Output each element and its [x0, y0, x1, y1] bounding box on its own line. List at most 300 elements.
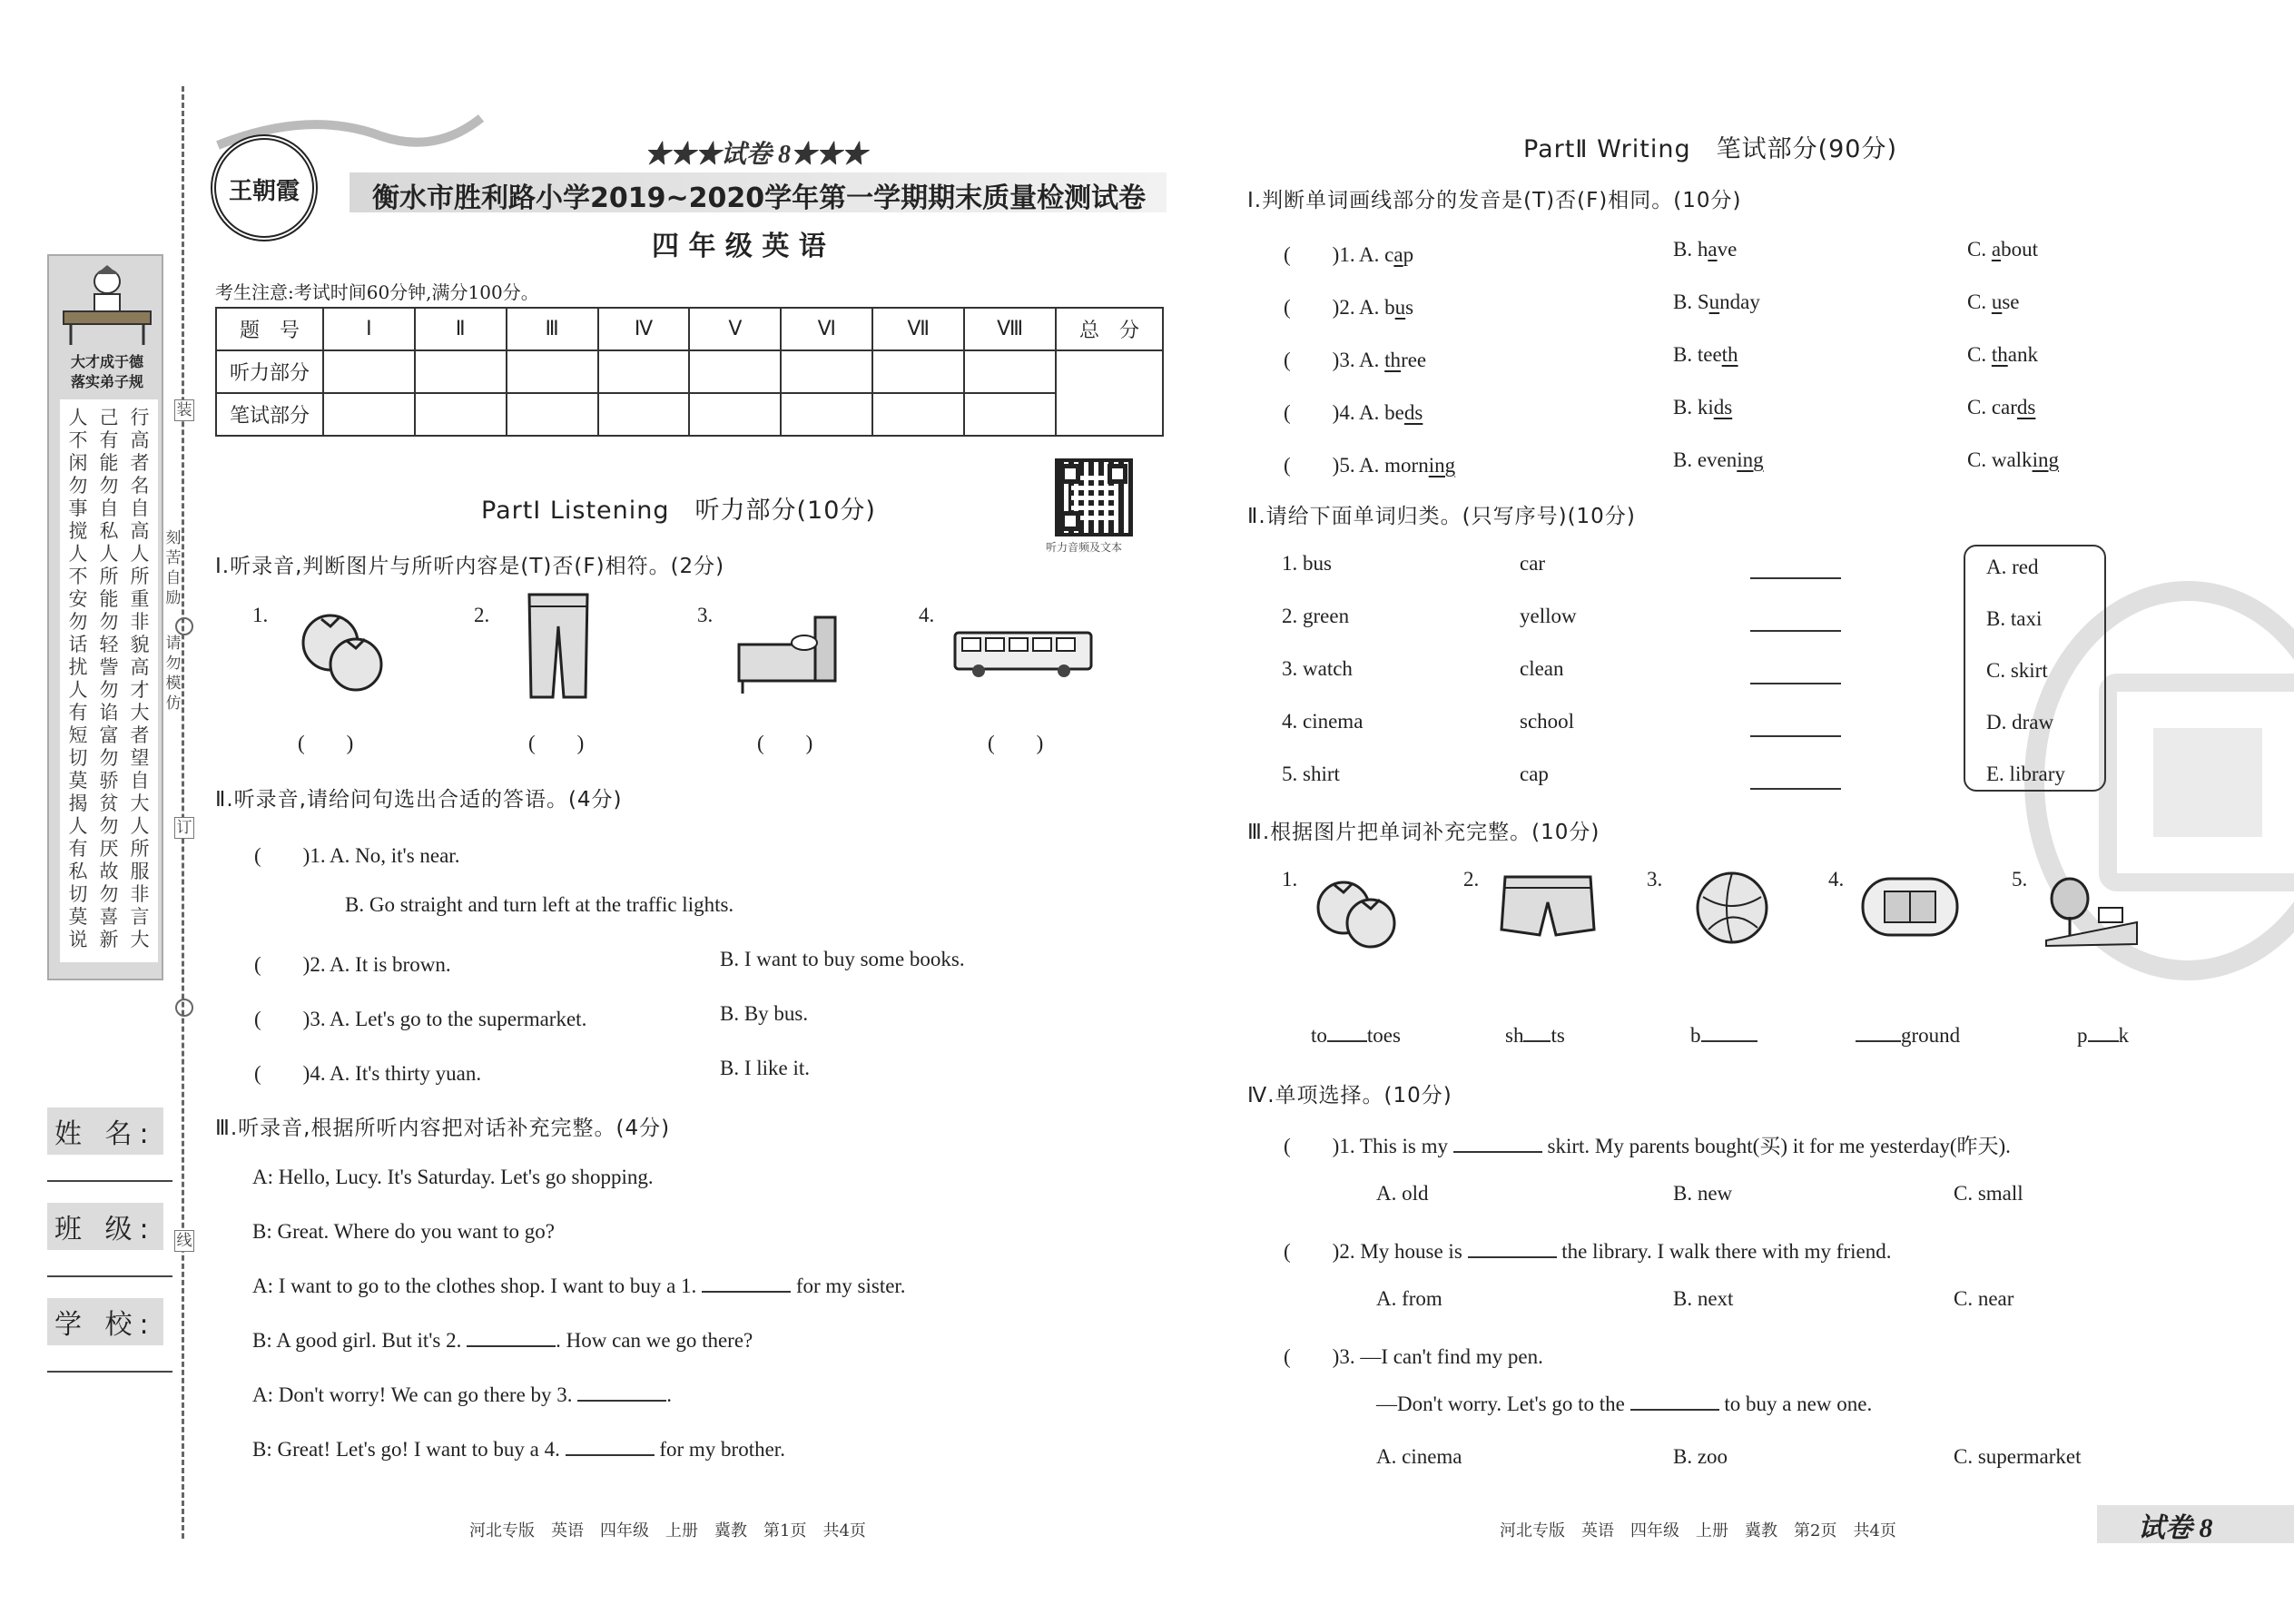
proverb-char: 安 — [68, 588, 88, 610]
word-part: sh — [1505, 1024, 1524, 1047]
corner-tag: 试卷 8 — [2138, 1513, 2213, 1543]
proverb-char: 贫 — [99, 792, 119, 814]
choice-question-3-reply — [1376, 1393, 1872, 1416]
word-part: ( )1. A. — [1284, 243, 1380, 266]
tomatoes-icon — [292, 599, 392, 699]
choice-option[interactable]: B. new — [1673, 1182, 1733, 1205]
word-part: c — [1384, 243, 1394, 266]
proverb-char: 才 — [130, 679, 150, 701]
total-score-cell[interactable] — [1056, 350, 1163, 436]
pronunciation-option-a[interactable] — [1284, 343, 1426, 373]
brand-badge — [211, 134, 318, 241]
classify-word-2: yellow — [1520, 605, 1577, 627]
ball-icon — [1694, 870, 1770, 946]
underlined-letters: th — [1721, 343, 1738, 366]
motto-line-1: 大才成于德 — [70, 353, 143, 370]
classify-word-2: car — [1520, 552, 1546, 575]
paper-tag: ★★★试卷 8★★★ — [645, 141, 868, 169]
score-cell[interactable] — [689, 393, 781, 436]
question-text: ( )2. My house is — [1284, 1240, 1462, 1263]
choice-option[interactable]: C. near — [1954, 1287, 2014, 1310]
word-part: k — [2118, 1024, 2129, 1047]
underlined-letters: th — [1991, 343, 2008, 366]
classify-word-1: 5. shirt — [1282, 763, 1340, 785]
proverb-char: 闲 — [68, 452, 88, 474]
vertical-note-char: 励 — [165, 589, 182, 607]
writing-section-1-heading: Ⅰ.判断单词画线部分的发音是(T)否(F)相同。(10分) — [1247, 189, 1742, 212]
classify-word-1: 4. cinema — [1282, 710, 1364, 733]
proverb-char: 故 — [99, 861, 119, 882]
word-part: be — [1384, 401, 1404, 424]
listening-section-1-heading: Ⅰ.听录音,判断图片与所听内容是(T)否(F)相符。(2分) — [215, 555, 725, 578]
proverb-char: 谄 — [99, 702, 119, 723]
score-row-writing — [216, 393, 1163, 436]
score-table-header — [216, 308, 1163, 350]
score-cell[interactable] — [507, 393, 598, 436]
proverb-char: 勿 — [99, 475, 119, 497]
score-cell[interactable] — [781, 350, 872, 393]
dialog-text: for my sister. — [795, 1275, 906, 1297]
dialog-text: A: Don't worry! We can go there by 3. — [252, 1383, 573, 1406]
underlined-letters: ds — [1403, 401, 1423, 424]
proverb-char: 人 — [130, 543, 150, 565]
word-part: ( )5. A. — [1284, 454, 1380, 477]
word-part: ( )4. A. — [1284, 401, 1380, 424]
score-cell[interactable] — [964, 350, 1056, 393]
vertical-note-char: 自 — [165, 569, 182, 587]
classify-word-1: 1. bus — [1282, 552, 1332, 575]
shorts-icon — [1498, 871, 1598, 944]
word-part: B. even — [1673, 448, 1738, 471]
proverb-char: 扰 — [68, 656, 88, 678]
row-label-listening: 听力部分 — [216, 350, 323, 393]
score-cell[interactable] — [872, 393, 964, 436]
word-part: C. walk — [1967, 448, 2033, 471]
proverb-char: 所 — [130, 838, 150, 860]
classify-option: D. draw — [1986, 711, 2054, 733]
word-part: C. — [1967, 343, 1992, 366]
fill-word-4 — [1856, 1024, 1960, 1048]
proverb-char: 大 — [130, 929, 150, 950]
part2-title: PartⅡ Writing 笔试部分(90分) — [1523, 135, 1898, 163]
writing-section-2-heading: Ⅱ.请给下面单词归类。(只写序号)(10分) — [1247, 505, 1636, 528]
proverb-char: 勿 — [99, 883, 119, 905]
score-cell[interactable] — [323, 393, 415, 436]
word-part: nday — [1719, 290, 1760, 313]
proverb-char: 大 — [130, 792, 150, 814]
proverb-char: 莫 — [68, 906, 88, 928]
pronunciation-option-c[interactable] — [1967, 448, 2059, 472]
classify-answer-blank[interactable] — [1750, 788, 1841, 790]
fill-word-1 — [1311, 1024, 1401, 1048]
word-part: C. — [1967, 290, 1992, 313]
fill-word-2 — [1505, 1024, 1565, 1048]
score-table-header-cell: Ⅴ — [689, 308, 781, 350]
proverb-char: 有 — [99, 429, 119, 451]
proverb-char: 新 — [99, 929, 119, 950]
pronunciation-option-b[interactable] — [1673, 396, 1732, 419]
choice-option[interactable]: C. small — [1954, 1182, 2023, 1205]
underlined-letters: u — [1991, 290, 2003, 313]
classify-answer-blank[interactable] — [1750, 683, 1841, 684]
word-part: ( )3. A. — [1284, 349, 1380, 371]
letter-blank[interactable] — [1856, 1024, 1901, 1042]
proverb-char: 人 — [68, 815, 88, 837]
classify-option: A. red — [1986, 556, 2039, 578]
score-cell[interactable] — [872, 350, 964, 393]
question-2-option-a[interactable]: ( )2. A. It is brown. — [254, 953, 451, 976]
score-cell[interactable] — [323, 350, 415, 393]
score-cell[interactable] — [689, 350, 781, 393]
proverb-char: 勿 — [99, 815, 119, 837]
proverb-char: 私 — [99, 520, 119, 542]
proverb-char: 人 — [99, 543, 119, 565]
score-row-listening — [216, 350, 1163, 393]
score-cell[interactable] — [598, 350, 690, 393]
classify-word-2: school — [1520, 710, 1575, 733]
proverb-char: 行 — [130, 407, 150, 428]
word-part: ve — [1717, 238, 1738, 261]
proverb-char: 搅 — [68, 520, 88, 542]
question-1-option-a[interactable]: ( )1. A. No, it's near. — [254, 844, 460, 867]
proverb-char: 非 — [130, 611, 150, 633]
hole-icon — [175, 999, 193, 1017]
word-part: bout — [2001, 238, 2038, 261]
proverb-char: 重 — [130, 588, 150, 610]
choice-option[interactable]: C. supermarket — [1954, 1445, 2082, 1468]
underlined-letters: th — [1384, 349, 1402, 371]
proverb-char: 勿 — [99, 679, 119, 701]
proverb-char: 勿 — [99, 611, 119, 633]
score-cell[interactable] — [598, 393, 690, 436]
proverb-char: 人 — [68, 407, 88, 428]
score-table — [215, 307, 1164, 437]
classify-word-1: 2. green — [1282, 605, 1350, 627]
proverb-char: 说 — [68, 929, 88, 950]
writing-section-4-heading: Ⅳ.单项选择。(10分) — [1247, 1084, 1452, 1107]
pants-icon — [522, 590, 595, 704]
right-page-footer: 河北专版 英语 四年级 上册 冀教 第2页 共4页 — [1500, 1521, 1896, 1540]
choice-option[interactable]: B. zoo — [1673, 1445, 1728, 1468]
word-part: s — [1405, 296, 1414, 319]
score-table-header-cell: Ⅶ — [872, 308, 964, 350]
qr-code-icon[interactable] — [1055, 458, 1133, 536]
proverb-char: 者 — [130, 724, 150, 746]
word-part: p — [1403, 243, 1414, 266]
question-3-option-a[interactable]: ( )3. A. Let's go to the supermarket. — [254, 1008, 587, 1030]
binding-dashed-line — [182, 86, 184, 1539]
proverb-char: 自 — [130, 770, 150, 792]
pronunciation-option-a[interactable] — [1284, 238, 1413, 268]
hole-icon — [175, 617, 193, 635]
exam-notice: 考生注意:考试时间60分钟,满分100分。 — [215, 281, 539, 303]
proverb-char: 揭 — [68, 792, 88, 814]
qr-caption: 听力音频及文本 — [1046, 541, 1123, 554]
answer-paren[interactable]: ( ) — [757, 732, 813, 754]
underlined-letters: a — [1708, 238, 1718, 261]
pronunciation-option-b[interactable] — [1673, 448, 1764, 472]
score-cell[interactable] — [964, 393, 1056, 436]
score-cell[interactable] — [415, 393, 507, 436]
pronunciation-option-c[interactable] — [1967, 396, 2035, 419]
fill-word-3 — [1690, 1024, 1757, 1048]
proverb-char: 勿 — [99, 747, 119, 769]
word-part: B. tee — [1673, 343, 1722, 366]
score-table-header-cell: 题 号 — [216, 308, 323, 350]
score-table-header-cell: Ⅰ — [323, 308, 415, 350]
proverb-char: 所 — [130, 566, 150, 587]
letter-blank[interactable] — [2088, 1024, 2119, 1042]
cut-mark: 装 — [174, 399, 194, 421]
proverb-char: 事 — [68, 497, 88, 519]
pic-item-number: 2. — [474, 604, 490, 626]
vertical-note-char: 苦 — [165, 549, 182, 567]
class-label: 班 级: — [47, 1203, 163, 1250]
proverb-char: 人 — [68, 543, 88, 565]
pronunciation-option-a[interactable] — [1284, 396, 1423, 426]
question-3-option-b[interactable]: B. By bus. — [720, 1002, 809, 1025]
proverb-char: 望 — [130, 747, 150, 769]
question-4-option-a[interactable]: ( )4. A. It's thirty yuan. — [254, 1062, 482, 1085]
proverb-char: 短 — [68, 724, 88, 746]
question-1-option-b[interactable]: B. Go straight and turn left at the traffic lights. — [345, 893, 734, 916]
word-part: B. h — [1673, 238, 1708, 261]
choice-blank[interactable] — [1453, 1135, 1542, 1153]
proverb-char: 私 — [68, 861, 88, 882]
dialog-line-6 — [252, 1438, 785, 1462]
choice-question-1 — [1284, 1129, 2011, 1159]
proverb-column — [96, 407, 122, 951]
answer-paren[interactable]: ( ) — [988, 732, 1044, 754]
proverb-char: 名 — [130, 475, 150, 497]
choice-blank[interactable] — [1468, 1240, 1557, 1258]
question-4-option-b[interactable]: B. I like it. — [720, 1057, 811, 1079]
word-part: to — [1311, 1024, 1327, 1047]
choice-blank[interactable] — [1630, 1393, 1719, 1411]
word-part: morn — [1384, 454, 1429, 477]
vertical-note-char: 刻 — [165, 529, 182, 547]
proverb-block — [60, 399, 158, 962]
proverb-char: 话 — [68, 634, 88, 655]
underlined-letters: ing — [1428, 454, 1456, 477]
word-part: ts — [1551, 1024, 1565, 1047]
answer-paren[interactable]: ( ) — [528, 732, 585, 754]
choice-option[interactable]: A. cinema — [1376, 1445, 1462, 1468]
choice-option[interactable]: B. next — [1673, 1287, 1734, 1310]
pronunciation-option-b[interactable] — [1673, 238, 1737, 261]
letter-blank[interactable] — [1327, 1024, 1367, 1042]
score-table-header-cell: Ⅳ — [598, 308, 690, 350]
score-table-header-cell: 总 分 — [1056, 308, 1163, 350]
proverb-char: 訾 — [99, 656, 119, 678]
underlined-letters: a — [1991, 238, 2002, 261]
underlined-letters: a — [1393, 243, 1403, 266]
score-cell[interactable] — [415, 350, 507, 393]
letter-blank[interactable] — [1701, 1024, 1757, 1042]
pronunciation-option-c[interactable] — [1967, 238, 2038, 261]
score-table-header-cell: Ⅷ — [964, 308, 1056, 350]
pic-item-number: 1. — [1282, 868, 1298, 891]
classify-option: E. library — [1986, 763, 2065, 785]
dialog-line-1: A: Hello, Lucy. It's Saturday. Let's go shopping. — [252, 1166, 654, 1188]
school-field[interactable] — [47, 1371, 172, 1373]
vertical-note-char: 模 — [165, 674, 182, 693]
word-part: C. car — [1967, 396, 2017, 418]
school-label: 学 校: — [47, 1298, 163, 1345]
proverb-char: 人 — [68, 679, 88, 701]
proverb-char: 富 — [99, 724, 119, 746]
scholar-figure-icon — [51, 261, 160, 348]
proverb-char: 人 — [130, 815, 150, 837]
word-part: B. ki — [1673, 396, 1714, 418]
word-part: se — [2002, 290, 2020, 313]
proverb-char: 勿 — [68, 475, 88, 497]
question-text: skirt. My parents bought(买) it for me yesterday(昨天). — [1547, 1135, 2011, 1157]
classify-word-2: cap — [1520, 763, 1549, 785]
proverb-char: 高 — [130, 520, 150, 542]
tomatoes-icon — [1307, 867, 1407, 958]
choice-question-3: ( )3. —I can't find my pen. — [1284, 1345, 1543, 1368]
underlined-letters: ing — [1737, 448, 1764, 471]
park-icon — [2043, 871, 2141, 948]
answer-paren[interactable]: ( ) — [298, 732, 354, 754]
vertical-note-char: 请 — [165, 635, 182, 653]
cut-mark: 线 — [174, 1230, 194, 1252]
pronunciation-option-c[interactable] — [1967, 343, 2038, 367]
underlined-letters: ds — [2016, 396, 2036, 418]
pic-item-number: 3. — [1647, 868, 1663, 891]
choice-option[interactable]: A. old — [1376, 1182, 1429, 1205]
underlined-letters: u — [1394, 296, 1406, 319]
word-part: toes — [1366, 1024, 1401, 1047]
score-cell[interactable] — [507, 350, 598, 393]
proverb-char: 己 — [99, 407, 119, 428]
proverb-char: 不 — [68, 429, 88, 451]
word-part: ground — [1901, 1024, 1961, 1047]
score-table-header-cell: Ⅱ — [415, 308, 507, 350]
bed-icon — [733, 599, 842, 699]
classify-answer-blank[interactable] — [1750, 735, 1841, 737]
proverb-char: 厌 — [99, 838, 119, 860]
proverb-char: 能 — [99, 588, 119, 610]
proverb-char: 自 — [130, 497, 150, 519]
proverb-char: 服 — [130, 861, 150, 882]
pronunciation-option-b[interactable] — [1673, 343, 1738, 367]
proverb-char: 莫 — [68, 770, 88, 792]
proverb-char: 勿 — [68, 611, 88, 633]
proverb-char: 有 — [68, 702, 88, 723]
pic-item-number: 2. — [1463, 868, 1480, 891]
motto-line-2: 落实弟子规 — [70, 373, 143, 390]
score-table-header-cell: Ⅵ — [781, 308, 872, 350]
pic-item-number: 4. — [1828, 868, 1845, 891]
proverb-char: 不 — [68, 566, 88, 587]
row-label-writing: 笔试部分 — [216, 393, 323, 436]
question-text: —Don't worry. Let's go to the — [1376, 1393, 1625, 1415]
letter-blank[interactable] — [1523, 1024, 1551, 1042]
dialog-text: . How can we go there? — [556, 1329, 753, 1352]
brand-name: 王朝霞 — [228, 178, 300, 205]
underlined-letters: ing — [2032, 448, 2059, 471]
word-part: b — [1690, 1024, 1701, 1047]
score-cell[interactable] — [781, 393, 872, 436]
proverb-char: 貌 — [130, 634, 150, 655]
pic-item-number: 5. — [2012, 868, 2028, 891]
proverb-char: 能 — [99, 452, 119, 474]
fill-blank-4[interactable] — [566, 1438, 655, 1456]
listening-section-2-heading: Ⅱ.听录音,请给问句选出合适的答语。(4分) — [215, 788, 623, 812]
classify-answer-blank[interactable] — [1750, 630, 1841, 632]
dialog-text: for my brother. — [659, 1438, 785, 1461]
proverb-char: 切 — [68, 747, 88, 769]
fill-blank-2[interactable] — [467, 1329, 556, 1347]
classify-answer-blank[interactable] — [1750, 577, 1841, 579]
proverb-char: 骄 — [99, 770, 119, 792]
proverb-char: 自 — [99, 497, 119, 519]
underlined-letters: u — [1708, 290, 1720, 313]
proverb-char: 有 — [68, 838, 88, 860]
question-2-option-b[interactable]: B. I want to buy some books. — [720, 948, 965, 970]
proverb-column — [127, 407, 153, 951]
fill-blank-1[interactable] — [702, 1275, 791, 1293]
proverb-char: 所 — [99, 566, 119, 587]
class-field[interactable] — [47, 1275, 172, 1277]
writing-section-3-heading: Ⅲ.根据图片把单词补充完整。(10分) — [1247, 821, 1600, 844]
exam-title: 衡水市胜利路小学2019~2020学年第一学期期末质量检测试卷 — [372, 182, 1147, 214]
proverb-column — [65, 407, 91, 951]
pic-item-number: 3. — [697, 604, 714, 626]
proverb-char: 言 — [130, 906, 150, 928]
word-part: ree — [1401, 349, 1427, 371]
proverb-char: 喜 — [99, 906, 119, 928]
proverb-char: 轻 — [99, 634, 119, 655]
proverb-char: 高 — [130, 656, 150, 678]
question-text: ( )1. This is my — [1284, 1135, 1449, 1157]
classify-option: C. skirt — [1986, 659, 2048, 682]
part1-title: PartⅠ Listening 听力部分(10分) — [481, 497, 876, 525]
classify-option: B. taxi — [1986, 607, 2043, 630]
choice-option[interactable]: A. from — [1376, 1287, 1442, 1310]
pronunciation-option-a[interactable] — [1284, 448, 1455, 478]
pic-item-number: 1. — [252, 604, 269, 626]
motto-panel — [47, 254, 163, 980]
proverb-char: 切 — [68, 883, 88, 905]
pronunciation-option-b[interactable] — [1673, 290, 1760, 314]
underlined-letters: ds — [1713, 396, 1733, 418]
proverb-char: 者 — [130, 452, 150, 474]
dialog-line-2: B: Great. Where do you want to go? — [252, 1220, 555, 1243]
proverb-char: 非 — [130, 883, 150, 905]
dialog-text: A: I want to go to the clothes shop. I want to buy a 1. — [252, 1275, 697, 1297]
classify-word-2: clean — [1520, 657, 1564, 680]
word-part: p — [2077, 1024, 2088, 1047]
fill-word-5 — [2077, 1024, 2129, 1048]
playground-icon — [1859, 875, 1961, 939]
score-table-header-cell: Ⅲ — [507, 308, 598, 350]
classify-word-1: 3. watch — [1282, 657, 1353, 680]
dialog-line-4 — [252, 1329, 753, 1353]
proverb-char: 高 — [130, 429, 150, 451]
name-field[interactable] — [47, 1180, 172, 1182]
fill-blank-3[interactable] — [577, 1383, 666, 1402]
dialog-text: B: A good girl. But it's 2. — [252, 1329, 462, 1352]
dialog-line-5 — [252, 1383, 672, 1407]
pronunciation-option-c[interactable] — [1967, 290, 2020, 314]
pronunciation-option-a[interactable] — [1284, 290, 1413, 320]
pic-item-number: 4. — [919, 604, 935, 626]
bus-icon — [951, 629, 1097, 680]
dialog-line-3 — [252, 1275, 906, 1298]
